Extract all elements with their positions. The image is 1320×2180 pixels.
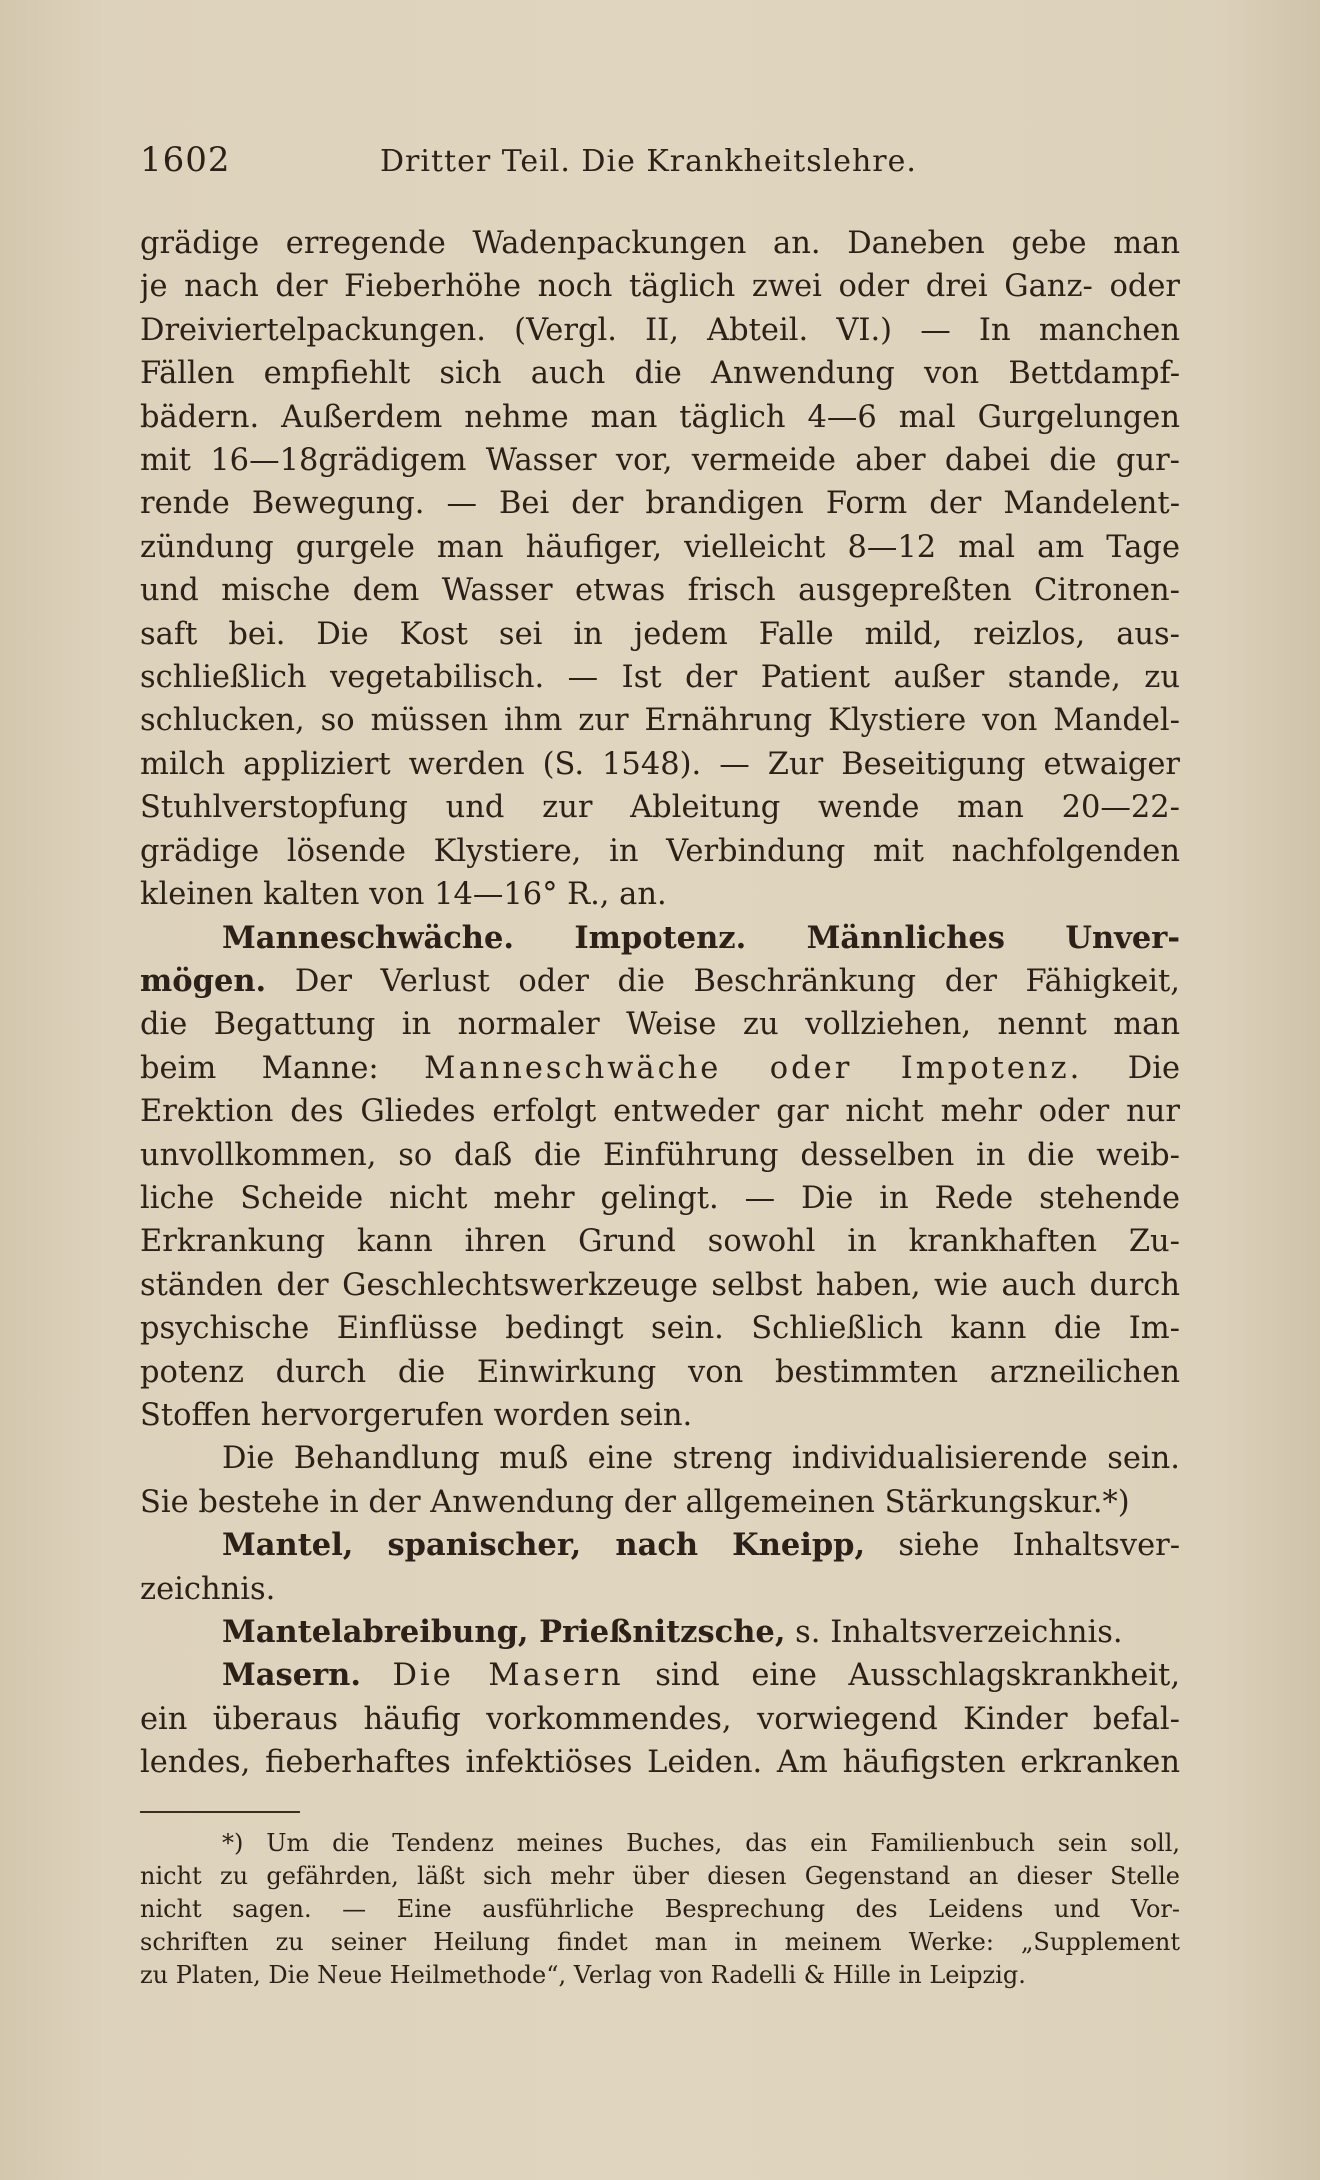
text-span: Der Verlust oder die Beschränkung der Fähigkeit,: [294, 963, 1180, 999]
text-line: Stoffen hervorgerufen worden sein.: [140, 1397, 693, 1433]
text-line: [140, 1611, 1180, 1654]
text-line: schlucken, so müssen ihm zur Ernährung Klystiere von Mandel-: [140, 703, 1180, 739]
text-line: [140, 960, 1180, 1003]
text-line: potenz durch die Einwirkung von bestimmten arzneilichen: [140, 1354, 1180, 1390]
entry-heading-manneschwaeche: Manneschwäche. Impotenz. Männliches Unver-: [222, 919, 1180, 956]
text-line: ein überaus häufig vorkommendes, vorwiegend Kinder befal-: [140, 1701, 1180, 1737]
entry-heading-line: [140, 917, 1180, 960]
text-line: schließlich vegetabilisch. — Ist der Patient außer stande, zu: [140, 660, 1180, 696]
text-line: Sie bestehe in der Anwendung der allgemeinen Stärkungskur.*): [140, 1484, 1130, 1520]
text-span: siehe Inhaltsver-: [898, 1528, 1180, 1564]
text-line: Dreiviertelpackungen. (Vergl. II, Abteil. VI.) — In manchen: [140, 312, 1180, 348]
text-line: liche Scheide nicht mehr gelingt. — Die in Rede stehende: [140, 1180, 1180, 1216]
page-number: 1602: [140, 140, 231, 180]
footnote-line: schriften zu seiner Heilung findet man in meinem Werke: „Supplement: [140, 1927, 1180, 1956]
text-line: grädige lösende Klystiere, in Verbindung mit nachfolgenden: [140, 833, 1180, 869]
text-line: ständen der Geschlechtswerkzeuge selbst haben, wie auch durch: [140, 1267, 1180, 1303]
body-text: [140, 222, 1180, 1785]
text-span: beim Manne:: [140, 1050, 379, 1086]
page-header: [140, 140, 1180, 200]
text-line: psychische Einflüsse bedingt sein. Schließlich kann die Im-: [140, 1311, 1180, 1347]
footnote-line: nicht sagen. — Eine ausführliche Besprechung des Leidens und Vor-: [140, 1894, 1180, 1923]
text-line: je nach der Fieberhöhe noch täglich zwei oder drei Ganz- oder: [140, 269, 1180, 305]
text-line: Die Behandlung muß eine streng individualisierende sein.: [222, 1441, 1180, 1477]
entry-heading-masern: Masern.: [222, 1657, 361, 1694]
text-line: mit 16—18grädigem Wasser vor, vermeide aber dabei die gur-: [140, 443, 1180, 479]
text-line: die Begattung in normaler Weise zu vollziehen, nennt man: [140, 1007, 1180, 1043]
text-line: lendes, fieberhaftes infektiöses Leiden. Am häufigsten erkranken: [140, 1745, 1180, 1781]
text-line: zeichnis.: [140, 1571, 276, 1607]
text-span: Die: [1127, 1050, 1180, 1086]
text-line: Fällen empfiehlt sich auch die Anwendung von Bettdampf-: [140, 356, 1180, 392]
text-line: [140, 1654, 1180, 1697]
emphasis-span: Manneschwäche oder Impotenz.: [424, 1050, 1083, 1086]
text-line: kleinen kalten von 14—16° R., an.: [140, 877, 667, 913]
text-line: milch appliziert werden (S. 1548). — Zur Beseitigung etwaiger: [140, 746, 1180, 782]
entry-heading-mantelabreibung: Mantelabreibung, Prießnitzsche,: [222, 1614, 786, 1650]
entry-heading-mantel: Mantel, spanischer, nach Kneipp,: [222, 1527, 866, 1564]
text-line: zündung gurgele man häufiger, vielleicht 8—12 mal am Tage: [140, 529, 1180, 565]
text-line: und mische dem Wasser etwas frisch ausgepreßten Citronen-: [140, 573, 1180, 609]
text-line: [140, 1047, 1180, 1090]
text-line: grädige erregende Wadenpackungen an. Daneben gebe man: [140, 226, 1180, 261]
footnote: [140, 1827, 1180, 1992]
text-span: s. Inhaltsverzeichnis.: [795, 1615, 1123, 1650]
entry-heading-cont: mögen.: [140, 962, 267, 999]
text-line: Erkrankung kann ihren Grund sowohl in krankhaften Zu-: [140, 1224, 1180, 1260]
text-line: bädern. Außerdem nehme man täglich 4—6 mal Gurgelungen: [140, 399, 1180, 435]
text-line: rende Bewegung. — Bei der brandigen Form der Mandelent-: [140, 486, 1180, 522]
text-line: saft bei. Die Kost sei in jedem Falle mild, reizlos, aus-: [140, 616, 1180, 652]
text-line: [140, 1524, 1180, 1567]
footnote-line: zu Platen, Die Neue Heilmethode“, Verlag von Radelli & Hille in Leipzig.: [140, 1960, 1026, 1989]
text-line: unvollkommen, so daß die Einführung desselben in die weib-: [140, 1137, 1180, 1173]
text-span: sind eine Ausschlagskrankheit,: [655, 1658, 1180, 1694]
text-line: Erektion des Gliedes erfolgt entweder gar nicht mehr oder nur: [140, 1094, 1180, 1130]
footnote-rule: [140, 1811, 300, 1813]
footnote-line: *) Um die Tendenz meines Buches, das ein Familienbuch sein soll,: [222, 1828, 1180, 1857]
text-line: Stuhlverstopfung und zur Ableitung wende man 20—22-: [140, 790, 1180, 826]
footnote-line: nicht zu gefährden, läßt sich mehr über diesen Gegenstand an dieser Stelle: [140, 1861, 1180, 1890]
running-head: Dritter Teil. Die Krankheitslehre.: [380, 144, 917, 179]
emphasis-span: Die Masern: [392, 1658, 624, 1694]
